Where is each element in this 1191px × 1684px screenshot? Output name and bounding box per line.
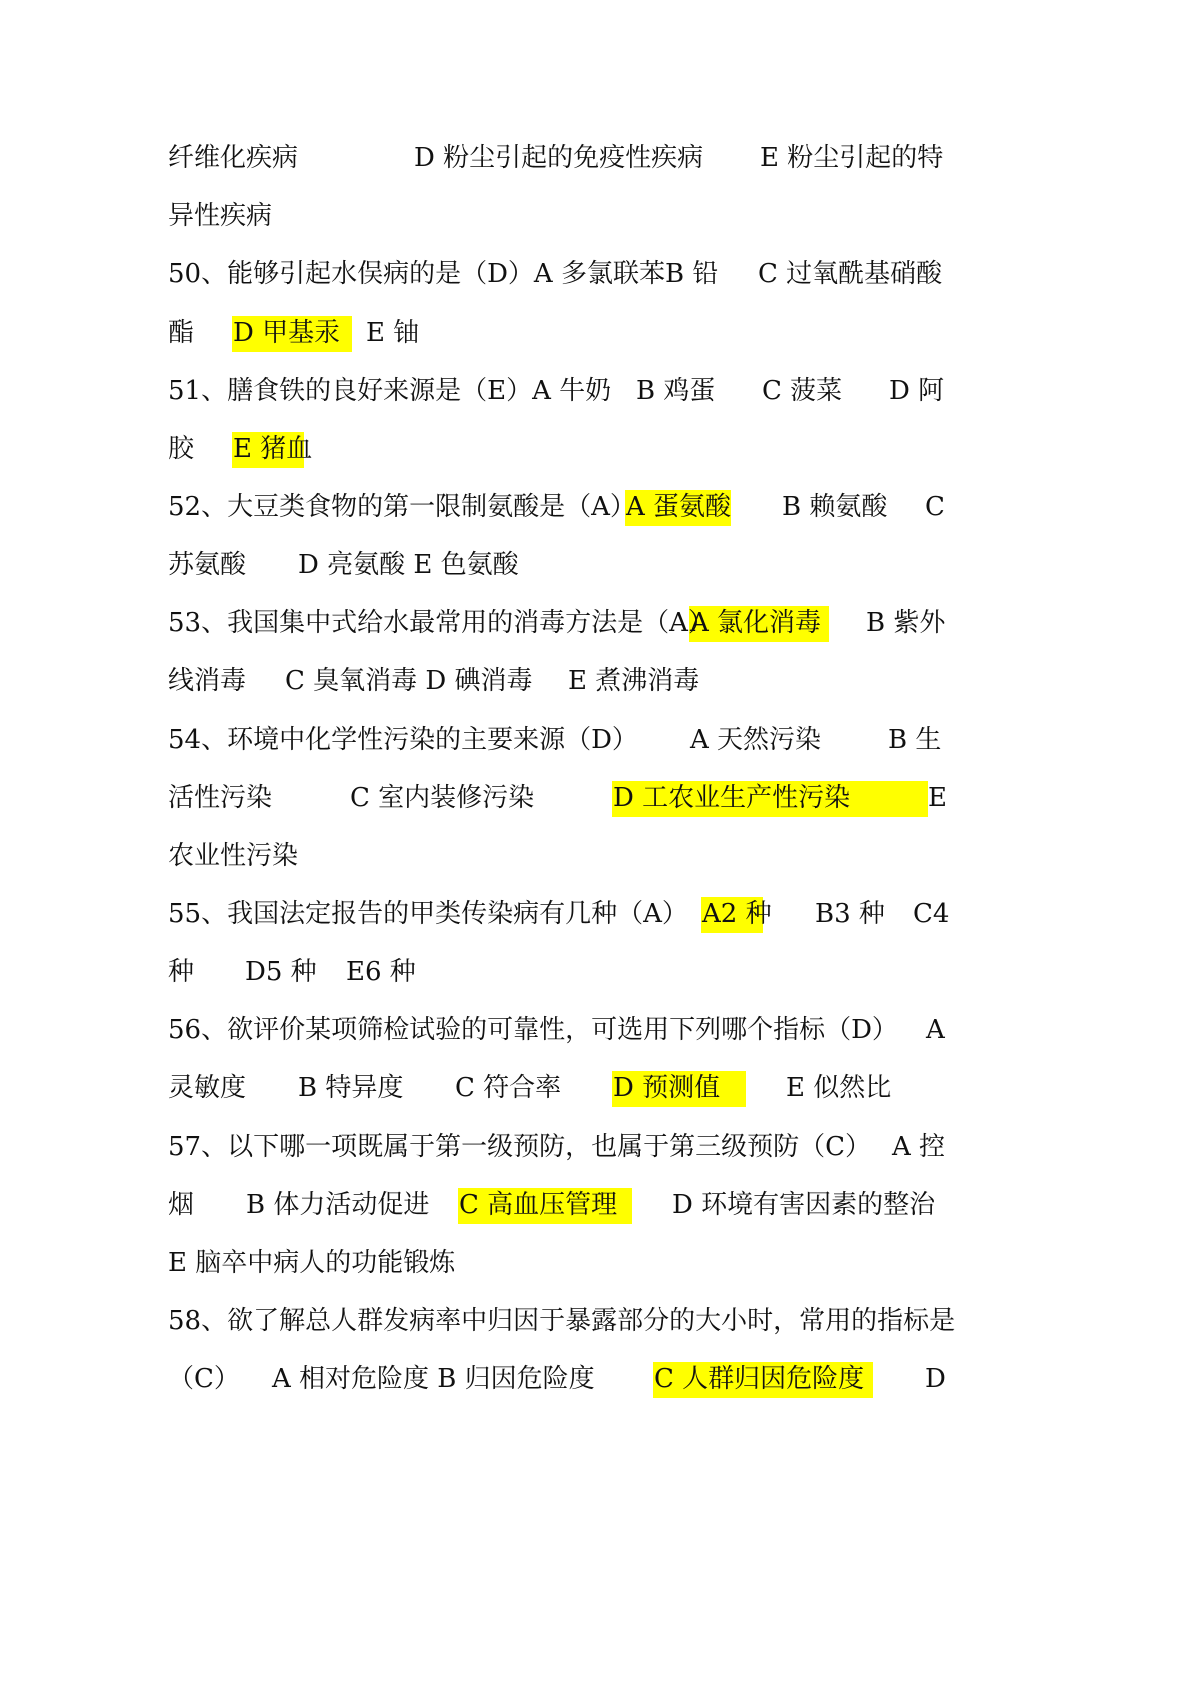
option-text: C 菠菜	[762, 376, 843, 406]
text-line	[0, 661, 700, 701]
option-text: E 铀	[366, 318, 420, 348]
text-line	[0, 1359, 946, 1399]
option-text: A 相对危险度 B 归因危险度	[272, 1364, 595, 1394]
option-text: B 特异度	[298, 1073, 404, 1103]
option-text: E 煮沸消毒	[568, 666, 700, 696]
option-text: C4	[913, 899, 950, 929]
text-segment: （C）	[168, 1364, 240, 1394]
answer-option: D 预测值	[613, 1073, 721, 1103]
option-text: A 天然污染	[690, 725, 822, 755]
question-57	[0, 1127, 946, 1167]
text-segment: E 脑卒中病人的功能锻炼	[168, 1248, 456, 1278]
question-55	[0, 894, 950, 934]
answer-option: C 人群归因危险度	[654, 1364, 865, 1394]
text-segment: 线消毒	[168, 666, 247, 696]
text-line	[0, 1068, 892, 1108]
text-segment: 纤维化疾病	[168, 143, 299, 173]
text-line	[0, 836, 299, 876]
question-53	[0, 603, 946, 643]
text-segment: 异性疾病	[168, 201, 273, 231]
text-segment: 活性污染	[168, 783, 273, 813]
answer-option: A 蛋氨酸	[626, 492, 732, 522]
text-line	[0, 778, 947, 818]
text-segment: D 粉尘引起的免疫性疾病	[414, 143, 704, 173]
answer-option: C 高血压管理	[459, 1190, 618, 1220]
question-52	[0, 487, 945, 527]
option-text: B 体力活动促进	[246, 1190, 430, 1220]
text-segment: 胶	[168, 434, 195, 464]
text-segment: 50、能够引起水俣病的是（D）A 多氯联苯	[168, 259, 665, 289]
option-text: B 赖氨酸	[782, 492, 888, 522]
text-segment: E 粉尘引起的特	[760, 143, 944, 173]
option-text: C	[925, 492, 945, 522]
question-54	[0, 720, 942, 760]
text-segment: 酯	[168, 318, 195, 348]
option-text: B 铅	[665, 259, 719, 289]
answer-option: A2 种	[702, 899, 772, 929]
option-text: B 鸡蛋	[636, 376, 716, 406]
option-text: C 符合率	[455, 1073, 562, 1103]
option-text: D5 种	[245, 957, 317, 987]
question-51	[0, 371, 945, 411]
text-line	[0, 1185, 936, 1225]
text-segment: 56、欲评价某项筛检试验的可靠性，可选用下列哪个指标（D）	[168, 1015, 898, 1045]
text-segment: 58、欲了解总人群发病率中归因于暴露部分的大小时，常用的指标是	[168, 1306, 956, 1336]
option-text: E	[928, 783, 947, 813]
text-segment: 51、膳食铁的良好来源是（E）A 牛奶	[168, 376, 612, 406]
question-58	[0, 1301, 956, 1341]
text-segment: 农业性污染	[168, 841, 299, 871]
question-56	[0, 1010, 945, 1050]
option-text: C 室内装修污染	[350, 783, 535, 813]
option-text: A	[926, 1015, 945, 1045]
text-line	[0, 545, 519, 585]
answer-option: D 工农业生产性污染	[613, 783, 851, 813]
text-segment: 种	[168, 957, 195, 987]
text-segment: 灵敏度	[168, 1073, 247, 1103]
text-segment: 54、环境中化学性污染的主要来源（D）	[168, 725, 638, 755]
option-text: B 生	[888, 725, 942, 755]
answer-option: E 猪血	[233, 434, 313, 464]
text-line	[0, 952, 416, 992]
option-text: D 环境有害因素的整治	[672, 1190, 936, 1220]
option-text: D	[925, 1364, 946, 1394]
text-segment: 53、我国集中式给水最常用的消毒方法是（A）	[168, 608, 714, 638]
option-text: A 控	[892, 1132, 946, 1162]
text-segment: 55、我国法定报告的甲类传染病有几种（A）	[168, 899, 688, 929]
option-text: D 亮氨酸 E 色氨酸	[298, 550, 519, 580]
text-segment: 57、以下哪一项既属于第一级预防，也属于第三级预防（C）	[168, 1132, 871, 1162]
text-line	[0, 196, 273, 236]
option-text: E 似然比	[786, 1073, 892, 1103]
answer-option: D 甲基汞	[233, 318, 341, 348]
text-segment: 52、大豆类食物的第一限制氨酸是（A）	[168, 492, 636, 522]
text-line	[0, 1243, 456, 1283]
text-line	[0, 429, 313, 469]
text-segment: 烟	[168, 1190, 195, 1220]
question-50	[0, 254, 943, 294]
answer-option: A 氯化消毒	[690, 608, 822, 638]
option-text: B 紫外	[866, 608, 946, 638]
option-text: D 阿	[889, 376, 945, 406]
text-segment: 苏氨酸	[168, 550, 247, 580]
text-line	[0, 313, 420, 353]
option-text: C 臭氧消毒 D 碘消毒	[285, 666, 533, 696]
option-text: C 过氧酰基硝酸	[758, 259, 943, 289]
option-text: E6 种	[346, 957, 416, 987]
text-line	[0, 138, 944, 178]
option-text: B3 种	[815, 899, 885, 929]
